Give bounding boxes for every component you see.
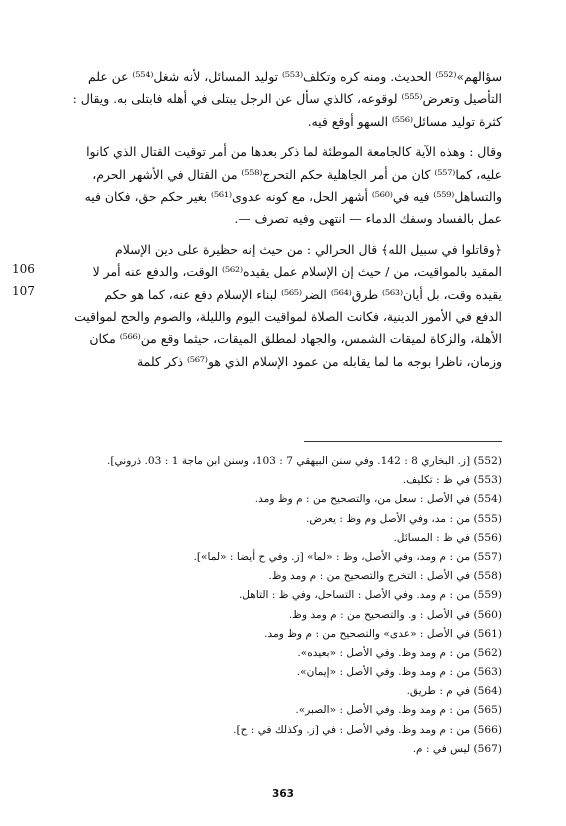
- text-line: يقيده وقت، بل أيان⁽⁵⁶³⁾ طرق⁽⁵⁶⁴⁾ الضر⁽⁵⁶⁵⁾ لبناء الإسلام دفع عنه، كما هو حكم: [104, 286, 502, 302]
- paragraph-gap: [64, 231, 502, 239]
- footnote: (561) في الأصل : «عدى» والتصحيح من : م وظ ومد.: [264, 627, 502, 640]
- footnote: (564) في م : طريق.: [406, 685, 502, 698]
- text-line: الأهلة، والزكاة لميقات الشمس، والجهاد لمطلق الميقات، حيثما وقع من⁽⁵⁶⁶⁾ مكان: [89, 331, 502, 347]
- text-line: المقيد بالمواقيت، من / حيث إن الإسلام عمل يقيده⁽⁵⁶²⁾ الوقت، والدفع عنه أمر لا: [92, 264, 502, 280]
- footnote: (565) من : م ومد وظ. وفي الأصل : «الصبر».: [295, 704, 502, 717]
- text-line: والتساهل⁽⁵⁵⁹⁾ فيه في⁽⁵⁶⁰⁾ أشهر الحل، مع كونه عدوى⁽⁵⁶¹⁾ بغير حكم حق، فكان فيه: [84, 188, 502, 204]
- text-line: التأصيل وتعرض⁽⁵⁵⁵⁾ لوقوعه، كالذي سأل عن الرجل يبتلى في أهله فابتلى به. ويقال :: [72, 91, 502, 107]
- footnote: (560) في الأصل : و. والتصحيح من : م ومد وظ.: [288, 608, 502, 621]
- footnote: (562) من : م ومد وظ. وفي الأصل : «بعيده».: [297, 646, 502, 659]
- text-line: عليه، كما⁽⁵⁵⁷⁾ كان من أمر الجاهلية حكم التحرج⁽⁵⁵⁸⁾ من القتال في الأشهر الحرم،: [92, 166, 502, 182]
- footnote: (553) في ظ : تكليف.: [402, 474, 502, 487]
- footnote: (557) من : م ومد، وفي الأصل، وظ : «لما» [ز. وفي ح أيضا : «لما»].: [193, 550, 502, 563]
- text-line: سؤالهم»⁽⁵⁵²⁾ الحديث. ومنه كره وتكلف⁽⁵⁵³⁾ توليد المسائل، لأنه شغل⁽⁵⁵⁴⁾ عن علم: [87, 69, 502, 84]
- text-line: ﴿وقاتلوا في سبيل الله﴾ قال الحرالي : من حيث إنه حظيرة على دين الإسلام: [115, 241, 502, 257]
- footnote: (558) في الأصل : التخرج والتصحيح من : م ومد وظ.: [268, 570, 502, 583]
- footnote: (556) في ظ : المسائل.: [393, 531, 502, 544]
- text-line: عمل بالفساد وسفك الدماء — انتهى وفيه تصرف —.: [234, 211, 502, 227]
- margin-number: 106: [12, 262, 35, 276]
- text-line: الدفع في الأمور الدينية، فكانت الصلاة لمواقيت اليوم والليلة، والصوم والحج لمواقيت: [74, 308, 502, 324]
- main-text: [64, 66, 502, 373]
- text-line: كثرة توليد مسائل⁽⁵⁵⁶⁾ السهو أوقع فيه.: [307, 113, 502, 129]
- footnote: (566) من : م ومد وظ. وفي الأصل : في [ز. وكذلك في : ح].: [233, 723, 502, 736]
- paragraph-gap: [64, 133, 502, 141]
- footnote-separator: [304, 441, 502, 442]
- page-number: 363: [272, 788, 294, 800]
- footnote: (567) ليس في : م.: [412, 742, 502, 755]
- footnote: (555) من : مد، وفي الأصل وم وظ : يعرض.: [305, 512, 502, 525]
- margin-number: 107: [12, 284, 35, 298]
- footnote: (559) من : م ومد. وفي الأصل : التساحل، وفي ظ : التاهل.: [238, 589, 502, 602]
- footnote: (552) [ز. البخاري 8 : 142. وفي سنن البيهقي 7 : 103، وسنن ابن ماجة 1 : 03. ذروني].: [106, 455, 502, 467]
- text-line: وقال : وهذه الآية كالجامعة الموطئة لما ذكر بعدها من أمر توقيت القتال الذي كانوا: [86, 144, 502, 160]
- text-line: وزمان، ناظرا بوجه ما لما يقابله من عمود الإسلام الذي هو⁽⁵⁶⁷⁾ ذكر كلمة: [137, 353, 502, 369]
- footnotes: [64, 452, 502, 759]
- footnote: (554) في الأصل : سعل من، والتصحيح من : م وظ ومد.: [254, 493, 502, 506]
- footnote: (563) من : م ومد وظ. وفي الأصل : «إيمان».: [296, 666, 502, 679]
